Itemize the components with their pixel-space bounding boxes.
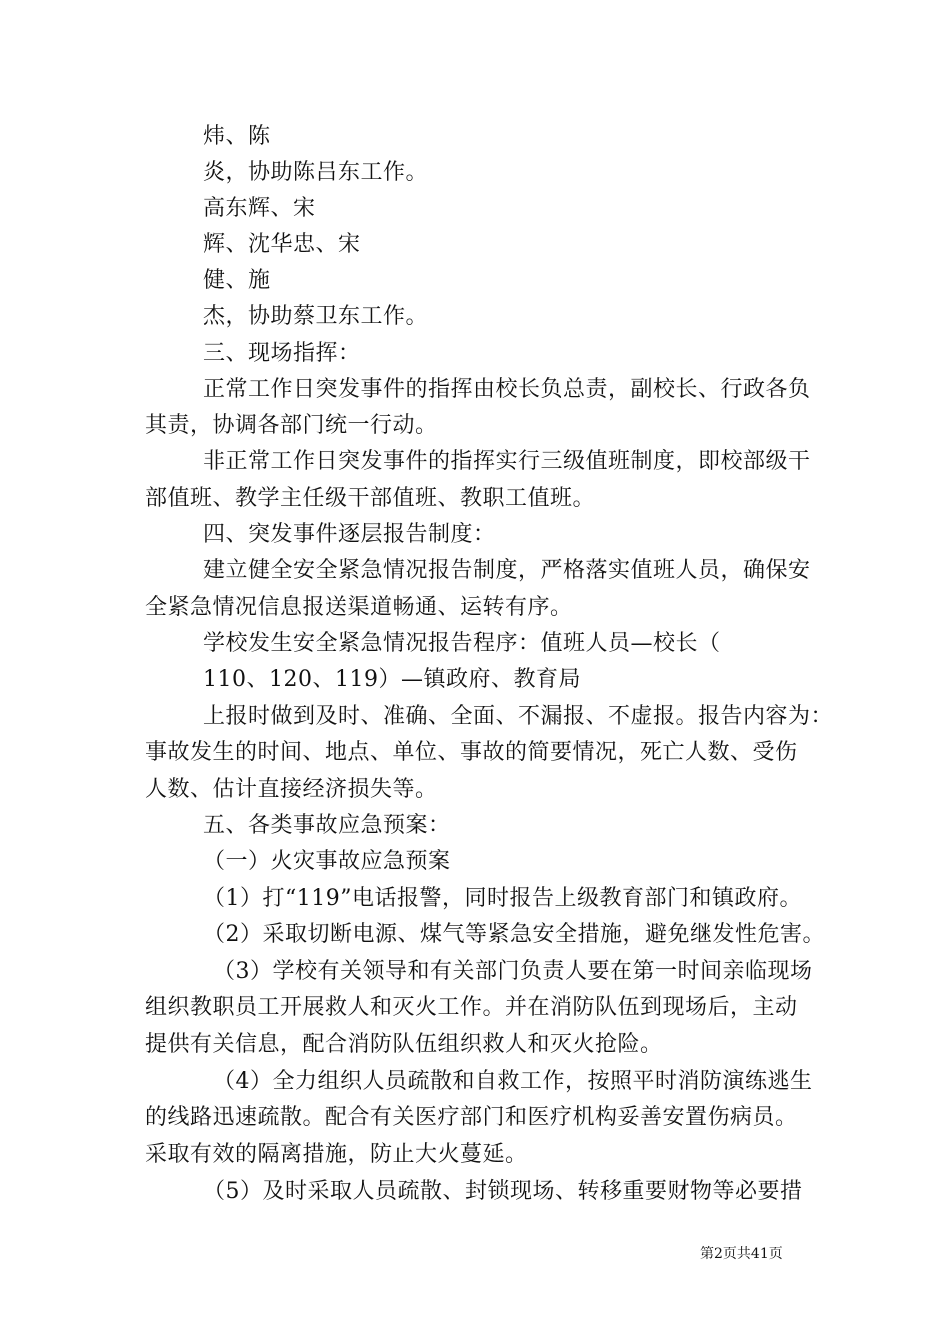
text-line: 辉、沈华忠、宋 — [203, 232, 361, 257]
text-line: （5）及时采取人员疏散、封锁现场、转移重要财物等必要措 — [203, 1179, 803, 1204]
text-line: （3）学校有关领导和有关部门负责人要在第一时间亲临现场 — [213, 959, 813, 984]
text-line: 组织教职员工开展救人和灭火工作。并在消防队伍到现场后，主动 — [145, 995, 798, 1020]
text-line: 部值班、教学主任级干部值班、教职工值班。 — [145, 486, 596, 511]
page-number-footer: 第2页共41页 — [700, 1246, 783, 1262]
section-heading: 三、现场指挥： — [203, 341, 361, 366]
text-line: 炎，协助陈吕东工作。 — [203, 160, 429, 185]
text-line: 的线路迅速疏散。配合有关医疗部门和医疗机构妥善安置伤病员。 — [145, 1105, 798, 1130]
section-heading: 五、各类事故应急预案： — [203, 813, 451, 838]
text-line: 上报时做到及时、准确、全面、不漏报、不虚报。报告内容为： — [203, 704, 834, 729]
text-line: 全紧急情况信息报送渠道畅通、运转有序。 — [145, 595, 573, 620]
text-line: 人数、估计直接经济损失等。 — [145, 777, 438, 802]
text-line: （2）采取切断电源、煤气等紧急安全措施，避免继发性危害。 — [203, 922, 825, 947]
text-line: 学校发生安全紧急情况报告程序：值班人员—校长（ — [203, 631, 721, 656]
text-line: （1）打“119”电话报警，同时报告上级教育部门和镇政府。 — [203, 886, 802, 911]
text-line: 正常工作日突发事件的指挥由校长负总责，副校长、行政各负 — [203, 377, 811, 402]
text-line: 健、施 — [203, 268, 271, 293]
subsection-heading: （一）火灾事故应急预案 — [203, 849, 451, 874]
text-line: 建立健全安全紧急情况报告制度，严格落实值班人员，确保安 — [203, 558, 811, 583]
text-line: 其责，协调各部门统一行动。 — [145, 413, 438, 438]
text-line: 110、120、119）—镇政府、教育局 — [203, 667, 581, 692]
text-line: 炜、陈 — [203, 124, 271, 149]
text-line: （4）全力组织人员疏散和自救工作，按照平时消防演练逃生 — [213, 1069, 813, 1094]
text-line: 高东辉、宋 — [203, 196, 316, 221]
text-line: 采取有效的隔离措施，防止大火蔓延。 — [145, 1142, 528, 1167]
text-line: 提供有关信息，配合消防队伍组织救人和灭火抢险。 — [145, 1032, 663, 1057]
section-heading: 四、突发事件逐层报告制度： — [203, 522, 496, 547]
text-line: 事故发生的时间、地点、单位、事故的简要情况，死亡人数、受伤 — [145, 740, 798, 765]
text-line: 杰，协助蔡卫东工作。 — [203, 304, 429, 329]
text-line: 非正常工作日突发事件的指挥实行三级值班制度，即校部级干 — [203, 449, 811, 474]
